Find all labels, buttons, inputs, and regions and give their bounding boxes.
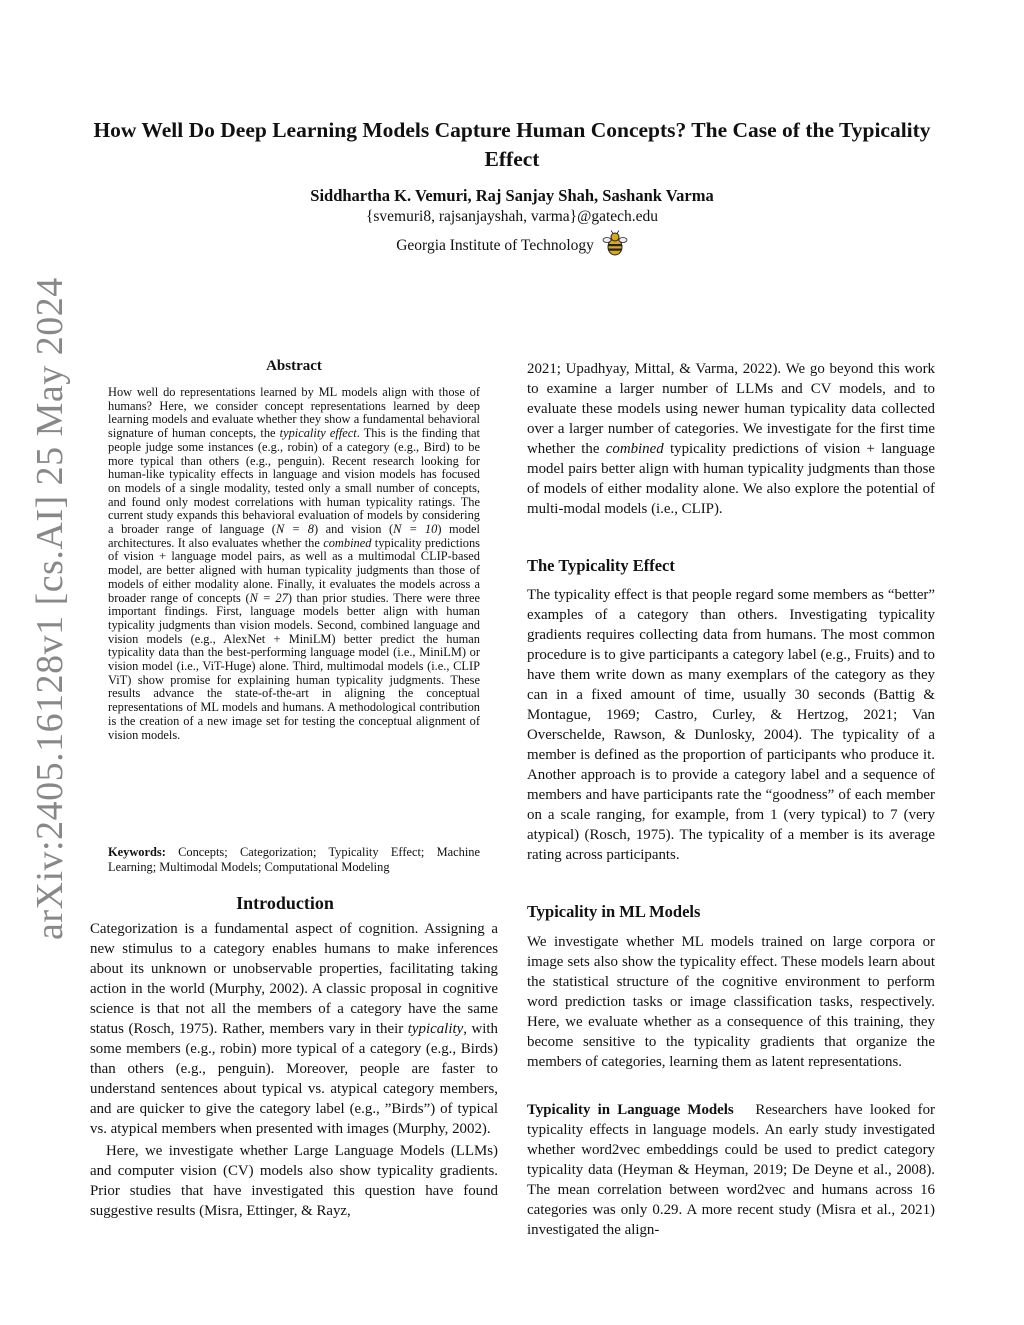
- author-list: Siddhartha K. Vemuri, Raj Sanjay Shah, Sashank Varma: [310, 186, 714, 205]
- typicality-effect-heading: The Typicality Effect: [527, 556, 675, 575]
- affiliation-text: Georgia Institute of Technology: [396, 237, 594, 255]
- language-models-paragraph: Typicality in Language Models Researchers have looked for typicality effects in language models. An early study investigated whether word2vec embeddings could be used to predict category typicality data (Heyman & Heyman, 2019; De Deyne et al., 2008). The mean correlation between word2vec and humans across 16 categories was only 0.29. A more recent study (Misra et al., 2021) investigated the align-: [527, 1102, 935, 1238]
- arxiv-identifier: arXiv:2405.16128v1 [cs.AI] 25 May 2024: [29, 277, 71, 940]
- ml-models-heading: Typicality in ML Models: [527, 902, 701, 921]
- bee-mascot-icon: [602, 230, 628, 263]
- abstract-heading: Abstract: [266, 358, 322, 374]
- affiliation: [0, 230, 1024, 263]
- keywords: Keywords: Concepts; Categorization; Typicality Effect; Machine Learning; Multimodal Models; Computational Modeling: [108, 845, 480, 874]
- language-models-runin-heading: Typicality in Language Models: [527, 1102, 734, 1118]
- typicality-effect-body: The typicality effect is that people regard some members as “better” examples of a category than others. Investigating typicality gradients requires collecting data from humans. The most common procedure is to give participants a category label (e.g., Fruits) and to have them write down as many exemplars of the category as they can in a fixed amount of time, usually 30 seconds (Battig & Montague, 1969; Castro, Curley, & Hertzog, 2021; Van Overschelde, Rawson, & Dunlosky, 2004). The typicality of a member is defined as the proportion of participants who produce it. Another approach is to provide a category label and a sequence of members and have participants rate the “goodness” of each member on a scale ranging, for example, from 1 (very typical) to 7 (very atypical) (Rosch, 1975). The typicality of a member is its average rating across participants.: [527, 587, 935, 863]
- right-column-continuation: 2021; Upadhyay, Mittal, & Varma, 2022). We go beyond this work to examine a larger number of LLMs and CV models, and to evaluate these models using newer human typicality data collected over a larger number of categories. We investigate for the first time whether the combined typicality predictions of vision + language model pairs better align with human typicality judgments than those of models of either modality alone. We also explore the potential of multi-modal models (i.e., CLIP).: [527, 361, 935, 517]
- paper-title: How Well Do Deep Learning Models Capture Human Concepts? The Case of the Typicality Effect: [93, 118, 931, 171]
- abstract-body: How well do representations learned by ML models align with those of humans? Here, we consider concept representations learned by deep learning models and evaluate whether they show a fundamental behavioral signature of human concepts, the typicality effect. This is the finding that people judge some instances (e.g., robin) of a category (e.g., Bird) to be more typical than others (e.g., penguin). Recent research looking for human-like typicality effects in language and vision models has focused on models of a single modality, tested only a small number of concepts, and found only modest correlations with human typicality ratings. The current study expands this behavioral evaluation of models by considering a broader range of language (N = 8) and vision (N = 10) model architectures. It also evaluates whether the combined typicality predictions of vision + language model pairs, as well as a multimodal CLIP-based model, are better aligned with human typicality judgments than those of models of either modality alone. Finally, it evaluates the models across a broader range of concepts (N = 27) than prior studies. There were three important findings. First, language models better align with human typicality judgments than vision models. Second, combined language and vision models (e.g., AlexNet + MiniLM) better predict the human typicality data than the best-performing language model (i.e., MiniLM) or vision model (i.e., ViT-Huge) alone. Third, multimodal models (i.e., CLIP ViT) show promise for explaining human typicality judgments. These results advance the state-of-the-art in aligning the conceptual representations of ML models and humans. A methodological contribution is the creation of a new image set for testing the conceptual alignment of vision models.: [108, 385, 481, 742]
- intro-paragraph-1: Categorization is a fundamental aspect of cognition. Assigning a new stimulus to a category enables humans to make inferences about its unknown or unobservable properties, facilitating taking action in the world (Murphy, 2002). A classic proposal in cognitive science is that not all the members of a category have the same status (Rosch, 1975). Rather, members vary in their typicality, with some members (e.g., robin) more typical of a category (e.g., Birds) than others (e.g., penguin). Moreover, people are faster to understand sentences about typical vs. atypical category members, and are quicker to give the category label (e.g., ”Birds”) of typical vs. atypical members when presented with images (Murphy, 2002).: [90, 921, 498, 1137]
- author-emails: {svemuri8, rajsanjayshah, varma}@gatech.edu: [365, 208, 659, 225]
- introduction-body: [90, 919, 498, 1221]
- intro-paragraph-2: Here, we investigate whether Large Language Models (LLMs) and computer vision (CV) models also show typicality gradients. Prior studies that have investigated this question have found suggestive results (Misra, Ettinger, & Rayz,: [90, 1143, 498, 1219]
- introduction-heading: Introduction: [236, 893, 334, 913]
- ml-models-body: We investigate whether ML models trained on large corpora or image sets also show the typicality effect. These models learn about the statistical structure of the cognitive environment to perform word prediction tasks or image classification tasks, respectively. Here, we evaluate whether as a consequence of this training, they become sensitive to the typicality gradients that organize the members of categories, learning them as latent representations.: [527, 934, 935, 1070]
